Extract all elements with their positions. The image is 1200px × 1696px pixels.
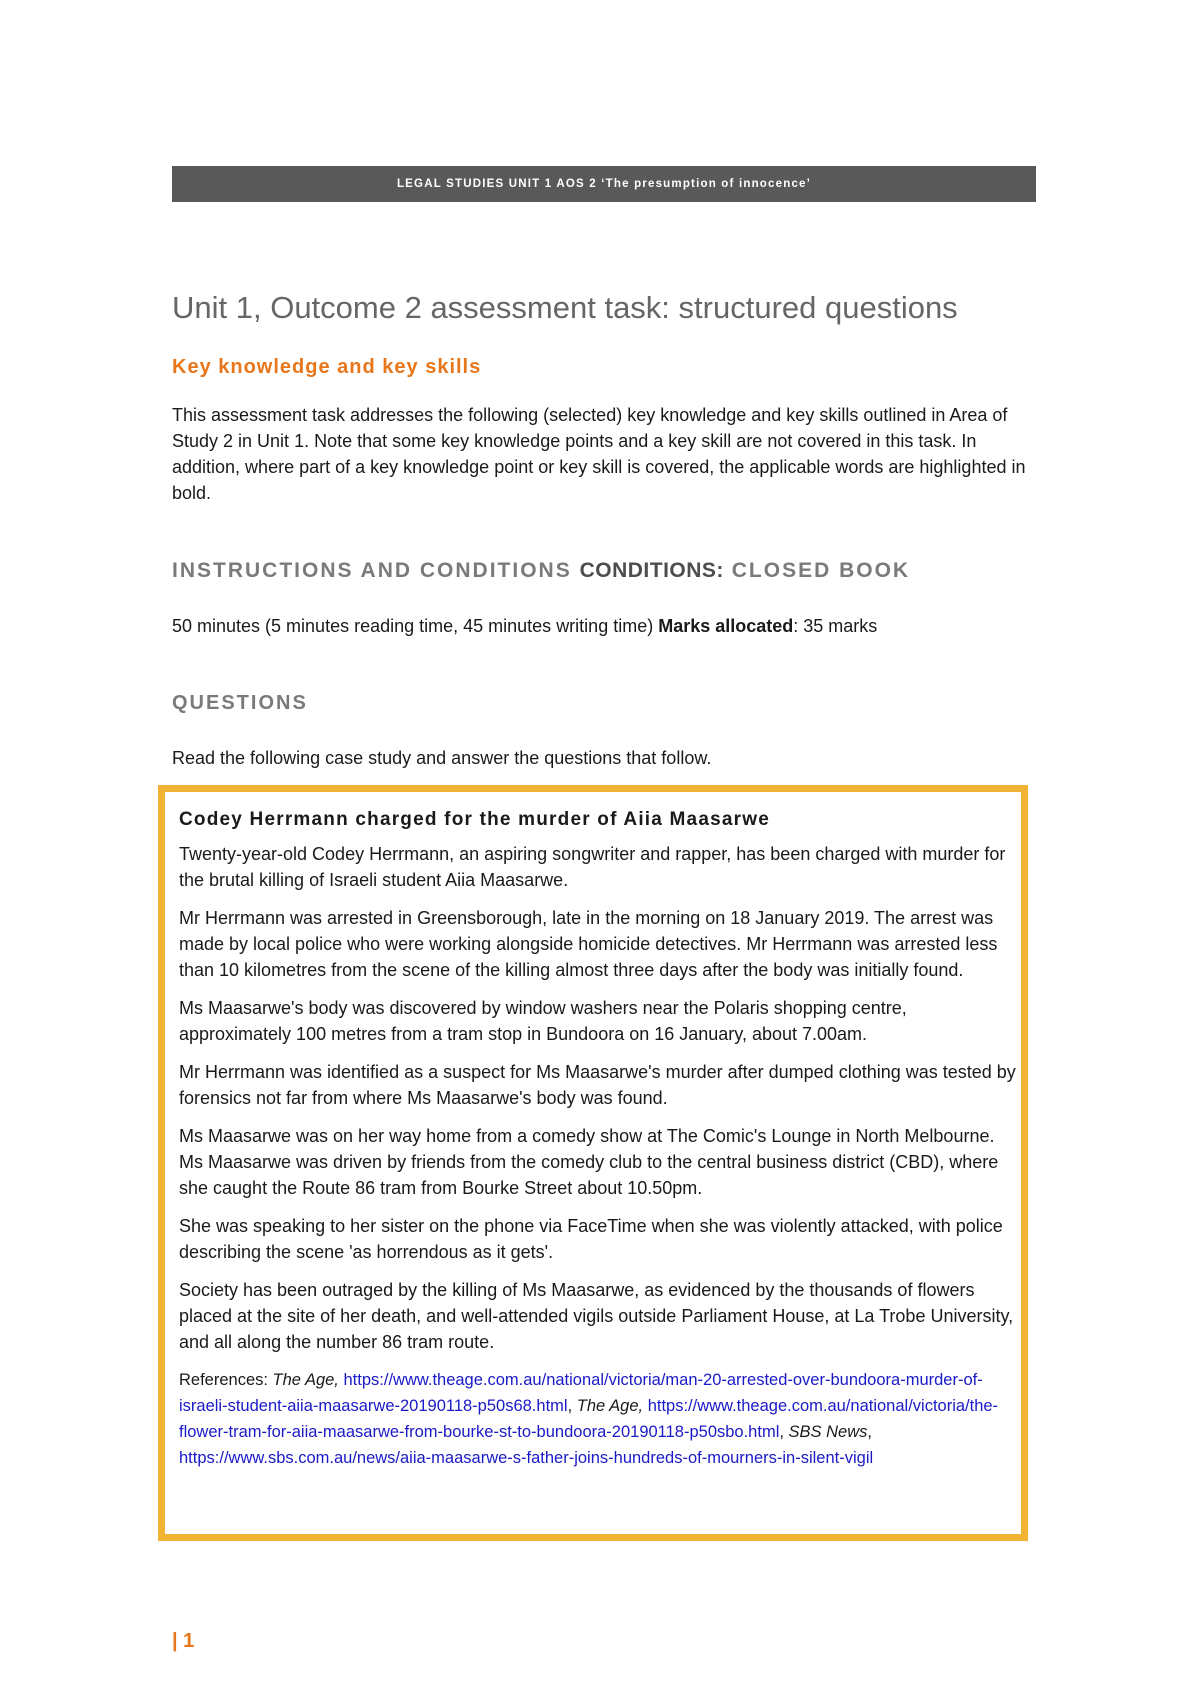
questions-intro: Read the following case study and answer the questions that follow. [172, 748, 712, 768]
marks-value: : 35 marks [793, 616, 878, 636]
key-knowledge-text: This assessment task addresses the following (selected) key knowledge and key skills outlined in Area of Study 2 in Unit 1. Note that some key knowledge points and a key skill are not covered in this task. In addition, where part of a key knowledge point or key skill is covered, the applicable words are highlighted in bold. [172, 405, 1026, 503]
case-study-title: Codey Herrmann charged for the murder of Aiia Maasarwe [179, 809, 770, 830]
instructions-heading-part3: CLOSED BOOK [731, 559, 911, 582]
document-header-bar [172, 166, 1036, 202]
case-paragraph: Ms Maasarwe's body was discovered by window washers near the Polaris shopping centre, approximately 100 metres from a tram stop in Bundoora on 16 January, about 7.00am. [179, 998, 907, 1044]
reference-source-2: The Age, [576, 1397, 644, 1415]
time-and-marks-line [172, 616, 877, 637]
case-paragraph: Ms Maasarwe was on her way home from a comedy show at The Comic's Lounge in North Melbourne. Ms Maasarwe was driven by friends from the comedy club to the central business district (CBD), where she caught the Route 86 tram from Bourke Street about 10.50pm. [179, 1126, 999, 1198]
instructions-heading-part1: INSTRUCTIONS AND CONDITIONS [172, 559, 572, 582]
reference-link-1[interactable]: https://www.theage.com.au/national/victoria/man-20-arrested-over-bundoora-murder-of-israeli-student-aiia-maasarwe-20190118-p50s68.html [179, 1371, 983, 1415]
references: References: The Age, https://www.theage.com.au/national/victoria/man-20-arrested-over-bundoora-murder-of-israeli-student-aiia-maasarwe-20190118-p50s68.html, The Age, https://www.theage.com.au/national/victoria/the-flower-tram-for-aiia-maasarwe-from-bourke-st-to-bundoora-20190118-p50sbo.html, SBS News, https://www.sbs.com.au/news/aiia-maasarwe-s-father-joins-hundreds-of-mourners-in-silent-vigil [179, 1371, 999, 1467]
references-label: References: [179, 1371, 273, 1389]
page-number: | 1 [172, 1630, 195, 1652]
case-paragraph: Mr Herrmann was identified as a suspect for Ms Maasarwe's murder after dumped clothing was tested by forensics not far from where Ms Maasarwe's body was found. [179, 1062, 1016, 1108]
case-paragraph: Society has been outraged by the killing of Ms Maasarwe, as evidenced by the thousands of flowers placed at the site of her death, and well-attended vigils outside Parliament House, at La Trobe University, and all along the number 86 tram route. [179, 1280, 1014, 1352]
marks-label: Marks allocated [658, 616, 794, 636]
reference-source-1: The Age, [272, 1371, 339, 1389]
reference-link-2[interactable]: https://www.theage.com.au/national/victoria/the-flower-tram-for-aiia-maasarwe-from-bourke-st-to-bundoora-20190118-p50sbo.html [179, 1397, 999, 1441]
case-paragraph: She was speaking to her sister on the phone via FaceTime when she was violently attacked, with police describing the scene 'as horrendous as it gets'. [179, 1216, 1003, 1262]
instructions-heading-part2: CONDITIONS: [579, 559, 724, 582]
reference-link-3[interactable]: https://www.sbs.com.au/news/aiia-maasarwe-s-father-joins-hundreds-of-mourners-in-silent-vigil [179, 1449, 874, 1467]
questions-heading: QUESTIONS [172, 692, 308, 714]
case-study-box [158, 785, 1028, 1541]
case-paragraph: Mr Herrmann was arrested in Greensborough, late in the morning on 18 January 2019. The arrest was made by local police who were working alongside homicide detectives. Mr Herrmann was arrested less than 10 kilometres from the scene of the killing almost three days after the body was initially found. [179, 908, 998, 980]
instructions-heading [172, 559, 910, 583]
reference-source-3: SBS News [788, 1423, 868, 1441]
time-text: 50 minutes (5 minutes reading time, 45 minutes writing time) [172, 616, 654, 636]
key-knowledge-heading: Key knowledge and key skills [172, 356, 482, 378]
case-paragraph: Twenty-year-old Codey Herrmann, an aspiring songwriter and rapper, has been charged with murder for the brutal killing of Israeli student Aiia Maasarwe. [179, 844, 1006, 890]
page-title: Unit 1, Outcome 2 assessment task: structured questions [172, 290, 958, 325]
header-text: LEGAL STUDIES UNIT 1 AOS 2 ‘The presumption of innocence’ [396, 178, 812, 190]
